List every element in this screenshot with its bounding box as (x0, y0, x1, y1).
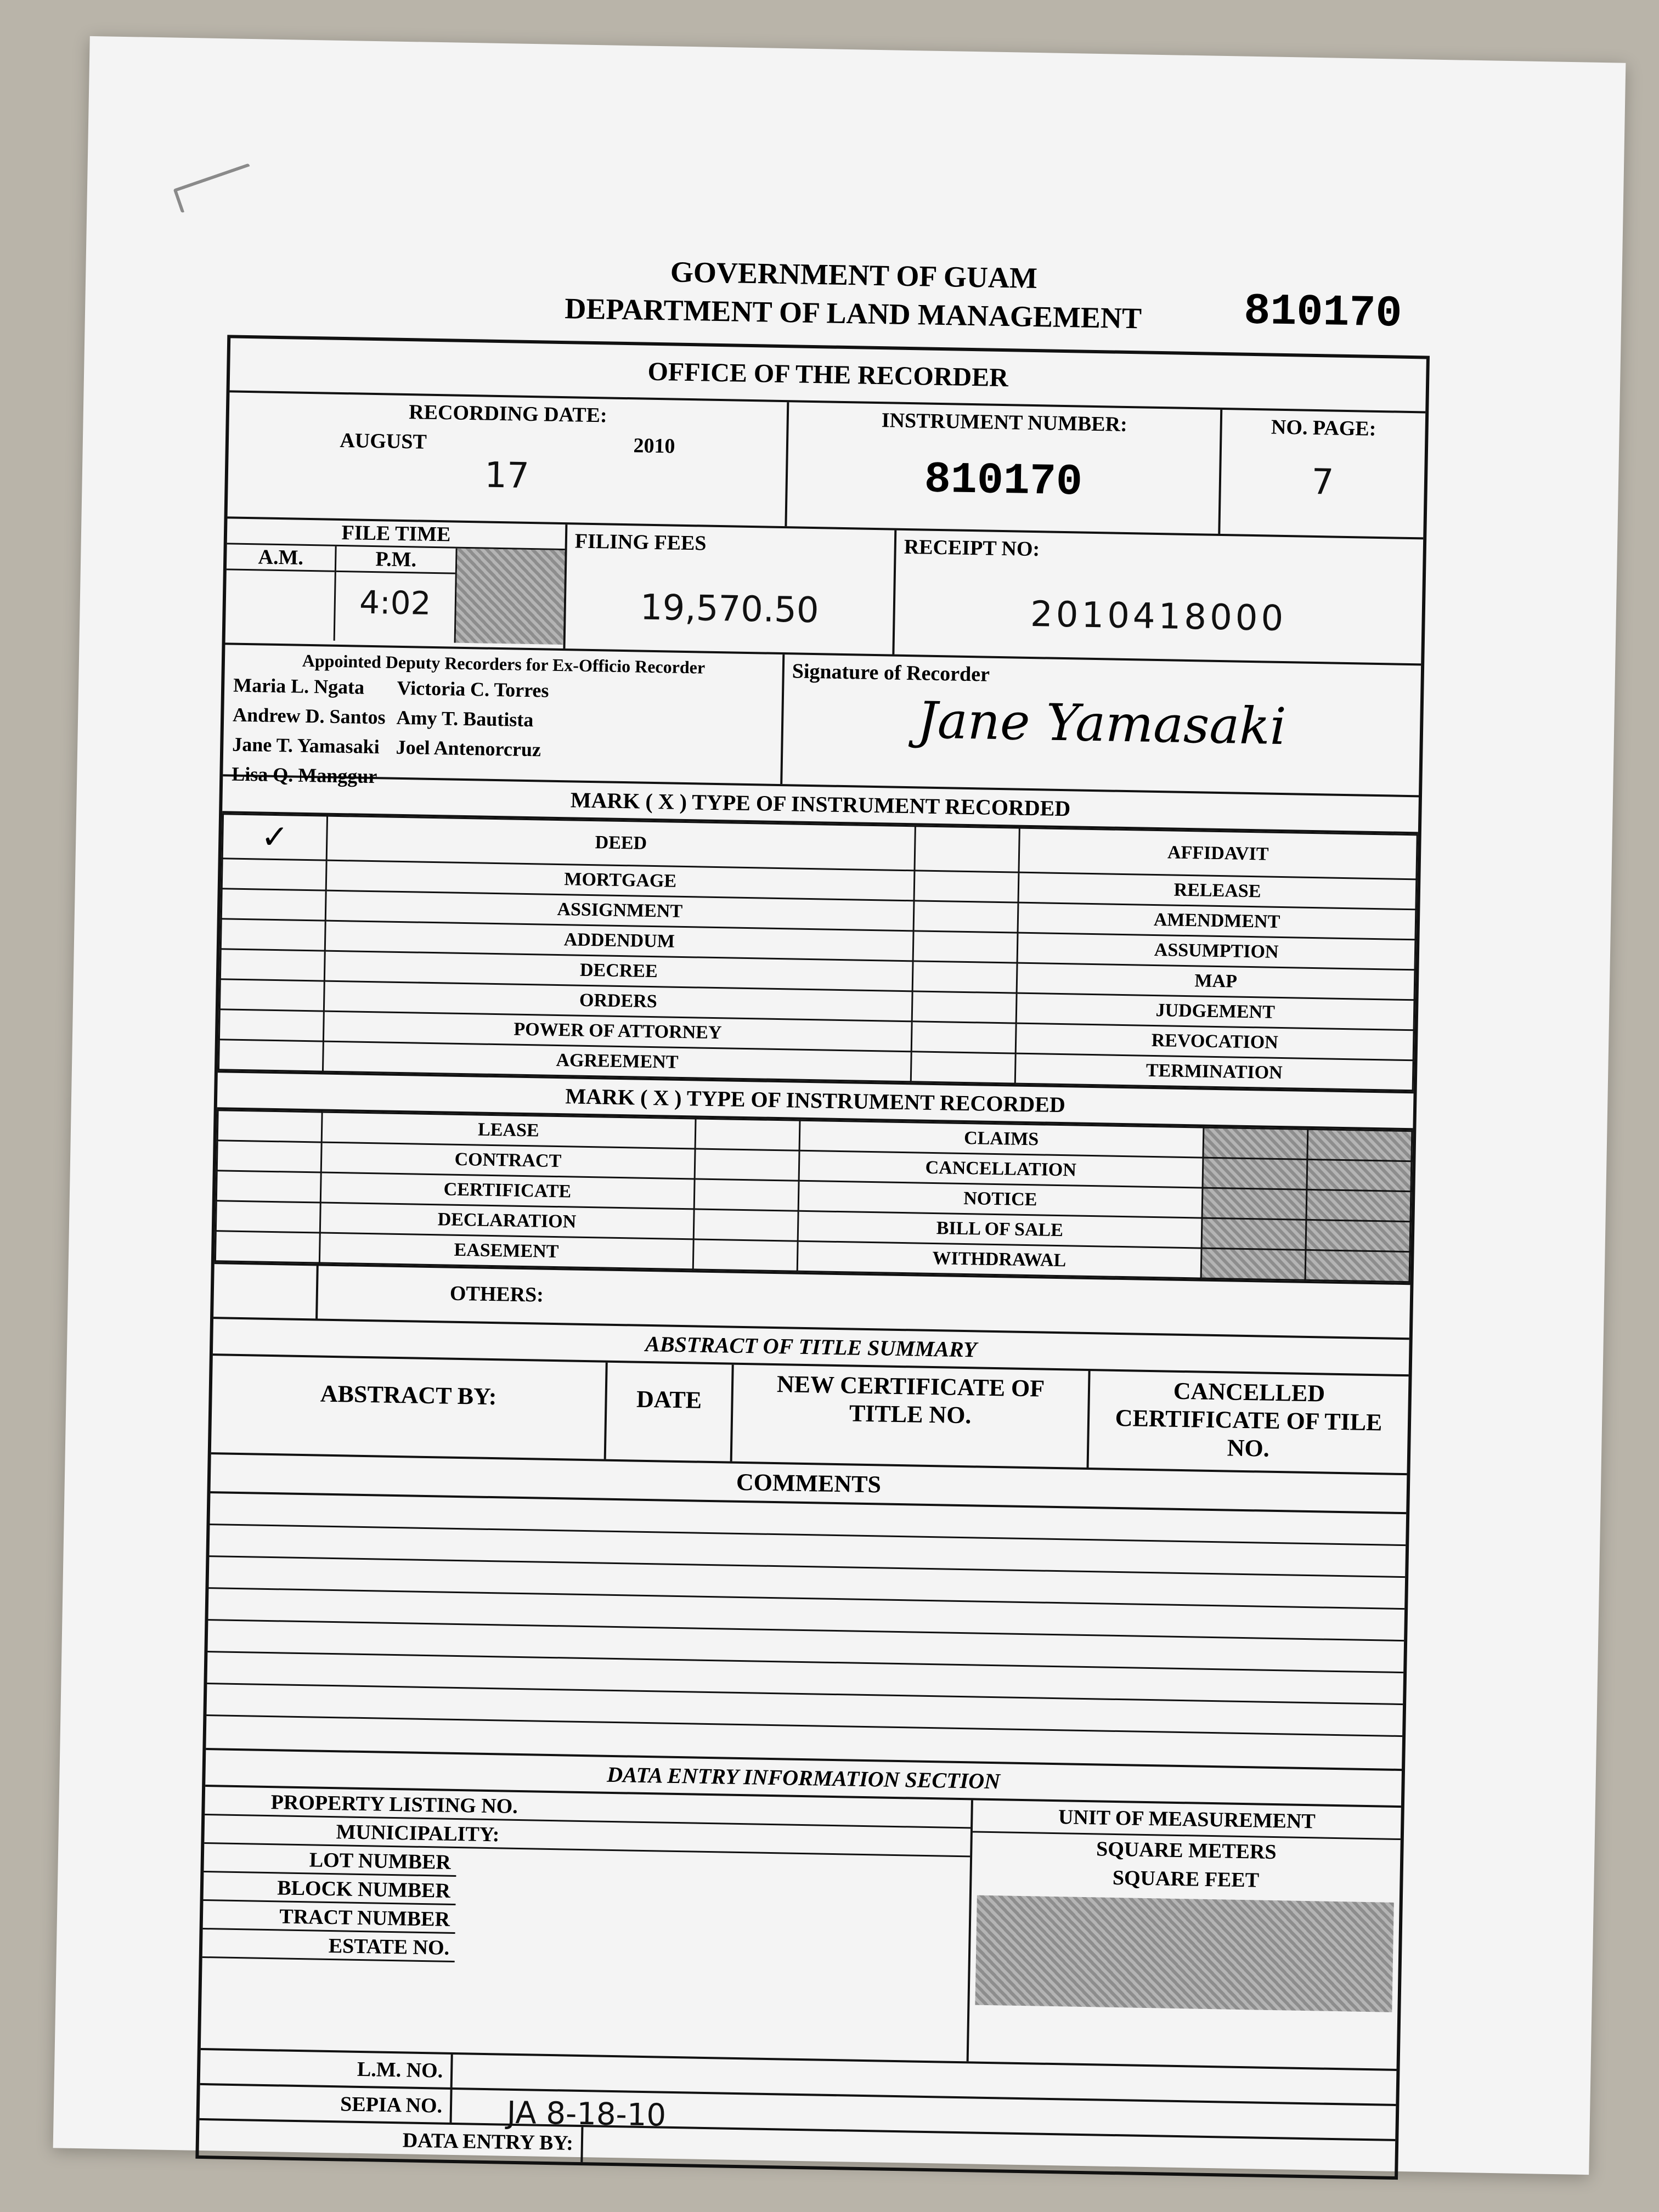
mark-box[interactable] (693, 1239, 798, 1271)
estate-no-label: ESTATE NO. (202, 1929, 455, 1962)
tract-number-label: TRACT NUMBER (203, 1901, 456, 1934)
others-label: OTHERS: (449, 1282, 544, 1307)
instrument-type-label: AMENDMENT (1018, 902, 1416, 940)
shaded-cell (1201, 1248, 1306, 1280)
mark-box[interactable] (218, 1040, 323, 1071)
deputies-list (230, 670, 560, 795)
receipt-label: RECEIPT NO: (904, 535, 1040, 561)
mark-box[interactable] (217, 1141, 321, 1172)
file-time-label: FILE TIME (227, 518, 566, 550)
recording-month: AUGUST (340, 428, 427, 454)
instrument-type-label: CONTRACT (321, 1142, 695, 1179)
unit-square-meters: SQUARE METERS (1096, 1837, 1277, 1864)
instrument-type-label: CERTIFICATE (320, 1172, 694, 1209)
header-department: DEPARTMENT OF LAND MANAGEMENT (564, 292, 1142, 335)
instrument-type-label: ADDENDUM (325, 921, 913, 961)
document-page (53, 36, 1626, 2175)
mark-box[interactable] (912, 961, 1017, 993)
file-time-cell (225, 518, 568, 648)
shaded-cell (1305, 1250, 1410, 1282)
property-listing-label: PROPERTY LISTING NO. (205, 1787, 971, 1829)
comments-lines (206, 1493, 1406, 1769)
instrument-type-label: MORTGAGE (326, 860, 915, 901)
signature-cell (782, 654, 1421, 795)
mark-box[interactable] (695, 1119, 800, 1150)
no-page-label: NO. PAGE: (1271, 415, 1376, 441)
mark-box[interactable] (219, 979, 324, 1011)
mark-box[interactable]: ✓ (222, 814, 327, 860)
data-entry-title: DATA ENTRY INFORMATION SECTION (606, 1762, 1001, 1794)
deputy-name: Maria L. Ngata (233, 674, 365, 698)
mark-box[interactable] (694, 1179, 799, 1211)
shaded-cell (1307, 1159, 1412, 1191)
type-table-1 (218, 813, 1418, 1091)
staple (173, 163, 257, 213)
unit-shaded-box (975, 1895, 1393, 2012)
lot-number-label: LOT NUMBER (204, 1844, 456, 1877)
instrument-type-label: ASSIGNMENT (325, 890, 914, 931)
instrument-type-label: DECLARATION (320, 1203, 693, 1239)
shaded-cell (1307, 1129, 1412, 1161)
municipality-label: MUNICIPALITY: (204, 1815, 970, 1857)
am-label: A.M. (227, 544, 335, 572)
deputy-name: Amy T. Bautista (396, 706, 534, 731)
mark-box[interactable] (911, 1052, 1016, 1084)
mark-box[interactable] (216, 1201, 320, 1233)
instrument-type-label: POWER OF ATTORNEY (323, 1011, 912, 1052)
mark-box[interactable] (220, 949, 325, 981)
lm-no-label: L.M. NO. (200, 2050, 453, 2087)
mark-box[interactable] (221, 889, 326, 921)
shaded-cell (1306, 1189, 1411, 1221)
signature-label: Signature of Recorder (792, 659, 990, 686)
shaded-cell (1202, 1188, 1307, 1220)
abstract-by-label: ABSTRACT BY: (211, 1356, 608, 1459)
mark-box[interactable] (913, 901, 1018, 933)
instrument-number-cell (787, 402, 1222, 534)
instrument-number-value: 810170 (924, 455, 1083, 508)
stamped-number: 810170 (1243, 286, 1403, 340)
instrument-type-label: REVOCATION (1016, 1023, 1414, 1060)
instrument-type-label: DECREE (324, 951, 913, 991)
abstract-title: ABSTRACT OF TITLE SUMMARY (645, 1331, 977, 1362)
shaded-box (456, 549, 565, 645)
deputy-name: Joel Antenorcruz (396, 736, 541, 761)
data-entry-fields (201, 1787, 973, 2061)
comments-title: COMMENTS (736, 1468, 882, 1498)
deputy-name: Lisa Q. Manggur (232, 763, 377, 788)
data-entry-handwritten: JA 8-18-10 (506, 2095, 667, 2134)
shaded-cell (1203, 1127, 1308, 1159)
recording-day: 17 (484, 455, 530, 496)
unit-label: UNIT OF MEASUREMENT (973, 1800, 1401, 1840)
instrument-type-label: RELEASE (1018, 872, 1417, 910)
filing-fees-cell (565, 524, 896, 654)
mark-box[interactable] (913, 931, 1018, 963)
type-section-1-title: MARK ( X ) TYPE OF INSTRUMENT RECORDED (570, 787, 1071, 821)
deputies-cell (223, 645, 785, 788)
recording-date-cell (228, 392, 789, 526)
office-title: OFFICE OF THE RECORDER (647, 357, 1009, 393)
instrument-type-label: WITHDRAWAL (797, 1241, 1201, 1278)
deputy-name: Andrew D. Santos (232, 703, 386, 729)
shaded-cell (1306, 1220, 1410, 1251)
mark-box[interactable] (915, 826, 1019, 872)
mark-box[interactable] (693, 1209, 798, 1241)
no-page-value: 7 (1311, 461, 1334, 503)
deputies-label: Appointed Deputy Recorders for Ex-Officio Recorder (302, 650, 706, 678)
mark-box[interactable] (912, 991, 1017, 1023)
mark-box[interactable] (216, 1171, 321, 1203)
instrument-type-label: NOTICE (798, 1181, 1203, 1218)
instrument-type-label: ASSUMPTION (1017, 933, 1415, 970)
cancelled-certificate-label: CANCELLED CERTIFICATE OF TILE NO. (1115, 1377, 1383, 1462)
instrument-type-label: JUDGEMENT (1016, 993, 1414, 1030)
data-entry-by-label: DATA ENTRY BY: (199, 2120, 583, 2162)
mark-box[interactable] (914, 871, 1019, 902)
instrument-type-label: DEED (326, 816, 916, 871)
deputy-name: Victoria C. Torres (397, 676, 549, 702)
receipt-cell (894, 531, 1423, 664)
unit-square-feet: SQUARE FEET (1112, 1866, 1260, 1892)
unit-of-measurement (969, 1800, 1401, 2069)
receipt-value: 2010418000 (1030, 594, 1287, 640)
instrument-type-label: EASEMENT (319, 1233, 693, 1269)
instrument-type-label: CLAIMS (799, 1120, 1204, 1158)
no-page-cell (1220, 410, 1425, 537)
instrument-type-label: CANCELLATION (799, 1150, 1203, 1188)
instrument-type-label: BILL OF SALE (798, 1211, 1202, 1248)
mark-box[interactable] (912, 1022, 1017, 1053)
instrument-type-label: TERMINATION (1015, 1053, 1414, 1091)
recorder-form (195, 335, 1430, 2180)
instrument-type-label: ORDERS (324, 981, 912, 1022)
filing-fees-title: FILING FEES (574, 529, 707, 555)
instrument-number-label: INSTRUMENT NUMBER: (881, 409, 1128, 436)
recording-year: 2010 (633, 434, 675, 458)
recording-date-label: RECORDING DATE: (408, 400, 607, 427)
mark-box[interactable] (695, 1149, 799, 1181)
type-table-2 (215, 1109, 1413, 1283)
mark-box[interactable] (221, 919, 325, 951)
filing-fees-value: 19,570.50 (640, 587, 820, 631)
mark-box[interactable] (219, 1009, 324, 1041)
block-number-label: BLOCK NUMBER (204, 1872, 456, 1905)
instrument-type-label: AFFIDAVIT (1019, 828, 1417, 879)
new-certificate-label: NEW CERTIFICATE OF TITLE NO. (732, 1365, 1091, 1468)
mark-box[interactable] (217, 1110, 322, 1142)
type-section-2-title: MARK ( X ) TYPE OF INSTRUMENT RECORDED (565, 1084, 1066, 1118)
pm-label: P.M. (336, 546, 456, 574)
instrument-type-label: AGREEMENT (323, 1041, 911, 1082)
deputy-name: Jane T. Yamasaki (232, 733, 380, 758)
instrument-type-label: LEASE (321, 1112, 695, 1149)
shaded-cell (1203, 1158, 1307, 1189)
sepia-no-label: SEPIA NO. (200, 2085, 453, 2123)
header-government: GOVERNMENT OF GUAM (670, 255, 1038, 295)
abstract-date-label: DATE (606, 1363, 734, 1462)
mark-box[interactable] (222, 859, 326, 890)
mark-box[interactable] (215, 1231, 320, 1263)
instrument-type-label: MAP (1017, 963, 1415, 1000)
recorder-signature: Jane Yamasaki (917, 691, 1287, 757)
pm-value: 4:02 (359, 583, 432, 622)
shaded-cell (1201, 1218, 1306, 1250)
